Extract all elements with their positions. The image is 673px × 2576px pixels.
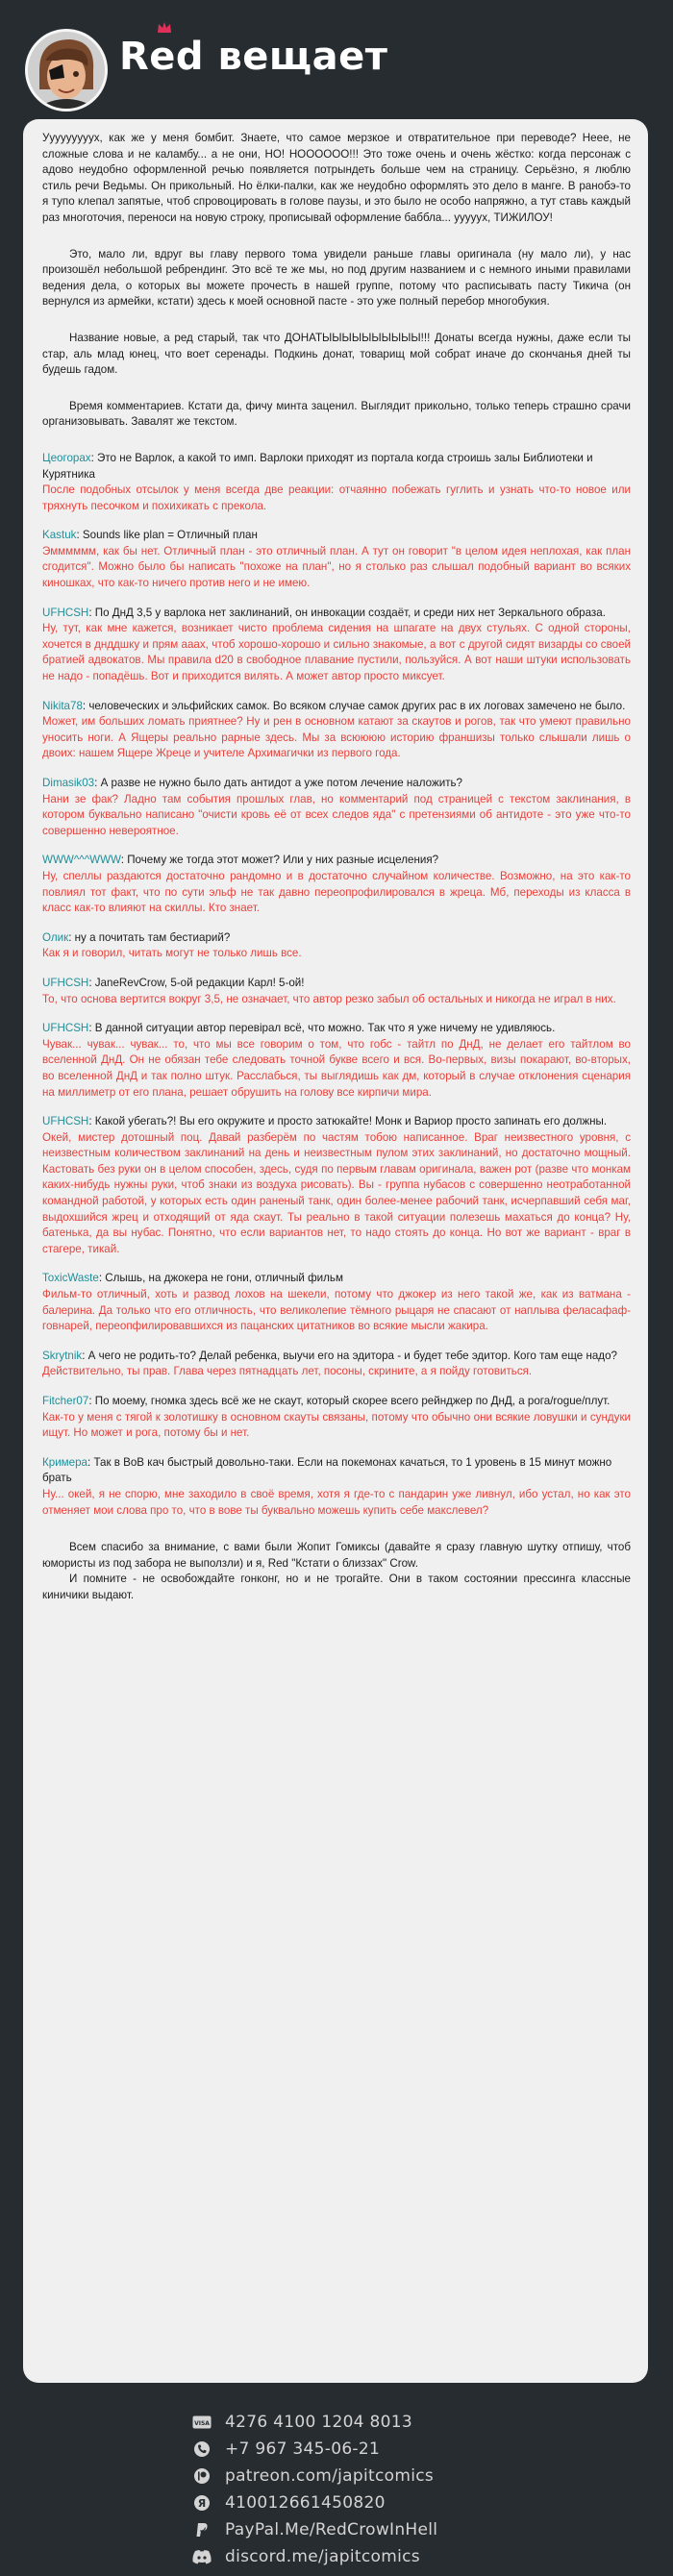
comment-block [42, 528, 631, 591]
outro-paragraph: И помните - не освобождайте гонконг, но и не трогайте. Они в таком состоянии прессинга классные киничики выдают. [42, 1573, 631, 1601]
comment-block [42, 1394, 631, 1442]
reply-text: После подобных отсылок у меня всегда две реакции: отчаянно побежать гуглить и узнать что-то новое или тряхнуть песочком и похихикать с прекола. [42, 483, 631, 512]
comment-question [42, 1271, 631, 1287]
post-content [42, 131, 631, 1604]
page-title: Red вещает [119, 35, 388, 79]
commenter-nickname: Fitcher07 [42, 1395, 89, 1407]
discord-icon [192, 2547, 212, 2566]
comment-block [42, 853, 631, 916]
avatar-portrait [28, 32, 105, 109]
comment-block [42, 451, 631, 514]
avatar [25, 29, 108, 111]
commenter-nickname: UFHCSH [42, 606, 89, 619]
comment-question [42, 1455, 631, 1487]
donation-footer [0, 2403, 673, 2576]
commenter-nickname: UFHCSH [42, 1115, 89, 1128]
question-text: : В данной ситуации автор перевірал всё, что можно. Так что я уже ничему не удивляюсь. [88, 1022, 556, 1035]
reply-text: Ну... окей, я не спорю, мне заходило в своё время, хотя я где-то с пандарин уже ливнул, ибо устал, но как это отменяет мои слова про то, что в вове ты буквально можешь купить себе макслевел? [42, 1487, 631, 1517]
reply-text: Как-то у меня с тягой к золотишку в основном скауты связаны, потому что обычно они всякие ловушки и сундуки ищут. Но может и рога, потому бы и нет. [42, 1410, 631, 1440]
reply-text: То, что основа вертится вокруг 3,5, не означает, что автор резко забыл об остальных и никогда не играл в них. [42, 992, 616, 1005]
question-text: : ну а почитать там бестиарий? [68, 930, 231, 944]
reply-text: Действительно, ты прав. Глава через пятнадцать лет, посоны, скрините, а я пойду готовиться. [42, 1365, 533, 1378]
comment-question [42, 1021, 631, 1037]
comment-block [42, 1271, 631, 1334]
reply-text: Ну, тут, как мне кажется, возникает чисто проблема сидения на шпагате на двух стульях. С одной стороны, хочется в днддшку и прям аааx, чтоб хорошо-хорошо и сильно знакомые, а вот с другой сидят визарды со своей братией адвокатов. Мы правила d20 в свободное плавание пустили, пользуйся. А вот наши штуки использовать не надо - попадёшь. Вот и приходится вилять. А может автор просто миксует. [42, 622, 631, 683]
comment-question [42, 699, 631, 715]
question-text: : человеческих и эльфийских самок. Во всяком случае самок других рас в их логовах замечено не было. [82, 699, 626, 712]
commenter-nickname: Skrytnik [42, 1349, 83, 1362]
commenter-nickname: UFHCSH [42, 976, 89, 989]
comment-block [42, 699, 631, 762]
question-text: : Sounds like plan = Отличный план [76, 529, 258, 542]
phone-number: +7 967 345-06-21 [225, 2440, 381, 2459]
paypal-icon [192, 2520, 212, 2539]
commenter-nickname: Dimasik03 [42, 777, 95, 789]
intro-paragraph: Время комментариев. Кстати да, фичу минта заценил. Выглядит прикольно, только теперь страшно срачи организовывать. Завалят же текстом. [42, 399, 631, 429]
question-text: : А разве не нужно было дать антидот а уже потом лечение наложить? [94, 777, 462, 789]
reply-text: Может, им больших ломать приятнее? Ну и рен в основном катают за скаутов и рогов, так что умеют правильно уносить ноги. А Ящеры реально рарные здесь. Мы за всюююю историю франшизы только слышали лишь о двоих: нашем Ящере Жреце и учителе Архимагички из первого года. [42, 715, 631, 760]
footer-item-patreon[interactable] [192, 2465, 434, 2488]
footer-item-wallet [192, 2491, 386, 2514]
comment-question [42, 1394, 631, 1410]
footer-item-paypal[interactable] [192, 2518, 437, 2541]
commenter-nickname: Kastuk [42, 529, 77, 542]
commenter-nickname: Олик [42, 930, 69, 944]
comment-block [42, 930, 631, 962]
footer-item-phone [192, 2438, 380, 2461]
intro-paragraph: Название новые, а ред старый, так что ДОНАТЫЫЫЫЫЫЫЫЫЫ!!! Донаты всегда нужны, даже если ты стар, аль млад юнец, что воет серенады. Подкинь донат, товарищ мой собрат иначе до скончанья дней ты будешь гадом. [42, 331, 631, 377]
wallet-number: 410012661450820 [225, 2493, 386, 2513]
question-text: : Это не Варлок, а какой то имп. Варлоки приходят из портала когда строишь залы Библиотеки и Курятника [42, 451, 593, 481]
commenter-nickname: UFHCSH [42, 1022, 89, 1035]
wallet-icon [192, 2493, 212, 2513]
comment-question [42, 1114, 631, 1130]
reply-text: Окей, мистер дотошный поц. Давай разберём по частям тобою написанное. Враг неизвестного уровня, с неизвестным количеством заклинаний на день и неизвестным пулом этих заклинаний, но достаточно мощный. Кастовать без руки он в целом способен, здесь, судя по первым главам оригинала, важен рот (разве что монкам какиx-нибудь нужны руки, чтоб знаки из воздуха рисовать). Вы - группа нубасов с совершенно неотработанной командной работой, у которых есть один раненый танк, один более-менее рабочий танк, исчерпавший себя маг, выдохшийся жрец и отходящий от яда скаут. Ты реально в такой ситуации полезешь махаться до конца? Ну, батенька, да вы нубас. Понятно, что если вариантов нет, то надо стоять до конца. Но вот же вариант - враг в стагере, тикай. [42, 1130, 631, 1255]
phone-icon [192, 2440, 212, 2459]
comment-block [42, 1114, 631, 1257]
commenter-nickname: Nikita78 [42, 699, 83, 712]
comment-question [42, 930, 631, 947]
comment-question [42, 976, 631, 992]
reply-text: Фильм-то отличный, хоть и развод лохов на шекели, потому что джокер из него такой же, как из ватмана - балерина. Да только что его отличность, что великолепие тёмного рыцаря не спасают от наплыва феласафаф-говнарей, переопфилировавшихся из пацанских цитатников во всякие мысли жакира. [42, 1288, 631, 1333]
reply-text: Нани зе фак? Ладно там события прошлых глав, но комментарий под страницей с текстом заклинания, в котором буквально написано "очисти кровь её от всех следов яда" с претензиями об антидоте - это уже что-то совершенно невероятное. [42, 792, 631, 837]
commenter-nickname: Цеогорах [42, 451, 91, 464]
intro-paragraph: Это, мало ли, вдруг вы главу первого тома увидели раньше главы оригинала (ну мало ли), у нас произошёл небольшой ребрендинг. Это всё те же мы, но под другим названием и с немного иными правилами ведения дела, о которых вы можете прочесть в нашей группе, потому что расписывать пасту Тикича (он вернулся из армейки, кстати) здесь к моей основной пасте - это уже полный перебор многобукия. [42, 247, 631, 309]
question-text: : А чего не родить-то? Делай ребенка, выучи его на эдитора - и будет тебе эдитор. Кого там еще надо? [82, 1349, 617, 1362]
outro-paragraph: Всем спасибо за внимание, с вами были Жопит Гомиксы (давайте я сразу главную шутку отпишу, чтоб юмористы из под забора не выползли) и я, Red "Кстати о близзах" Crow. [42, 1541, 631, 1570]
commenter-nickname: Кримера [42, 1455, 87, 1469]
question-text: : Слышь, на джокера не гони, отличный фильм [98, 1272, 343, 1285]
reply-text: Как я и говорил, читать могут не только лишь все. [42, 947, 302, 960]
question-text: : Какой убегать?! Вы его окружите и просто затюкайте! Монк и Вариор просто запинать его должны. [88, 1115, 608, 1128]
question-text: : JaneRevCrow, 5-ой редакции Карл! 5-ой! [88, 976, 305, 989]
comment-block [42, 1455, 631, 1519]
comment-question [42, 528, 631, 544]
header [0, 0, 673, 125]
paypal-link[interactable]: PayPal.Me/RedCrowInHell [225, 2520, 438, 2539]
reply-text: Эмммммм, как бы нет. Отличный план - это отличный план. А тут он говорит "в целом идея неплохая, как план сгодится". Можно было бы написать "похоже на план", но я столько раз слышал подобный вариант во всяких киношках, что как-то ничего против него и не имею. [42, 544, 631, 590]
comment-question [42, 606, 631, 622]
reply-text: Чувак... чувак... чувак... то, что мы все говорим о том, что гобс - тайтл по ДнД, не делает его тайтлом во вселенной ДнД. Он не обязан тебе следовать точной букве всего и вся. Во-первых, визы покарают, во-вторых, во вселенной ДнД и так полно штук. Расслабься, ты выглядишь как дм, который в случае отклонения сценария на миллиметр от его плана, решает обрушить на голову все кирпичи мира. [42, 1037, 631, 1099]
reply-text: Ну, спеллы раздаются достаточно рандомно и в достаточно случайном количестве. Возможно, на это как-то повлиял тот факт, что по сути эльф не так давно переопрофилировался в жреца. Мб, переходы из класса в класс как-то влияют на скиллы. Кто знает. [42, 869, 631, 915]
svg-text:VISA: VISA [194, 2420, 210, 2427]
question-text: : По ДнД 3,5 у варлока нет заклинаний, он инвокации создаёт, и среди них нет Зеркального образа. [88, 606, 606, 619]
comment-block [42, 776, 631, 839]
card-number: 4276 4100 1204 8013 [225, 2413, 412, 2432]
comment-block [42, 1021, 631, 1101]
commenter-nickname: ToxicWaste [42, 1272, 99, 1285]
intro-paragraph: Ууууууууух, как же у меня бомбит. Знаете, что самое мерзкое и отвратительное при переводе? Нееe, не сложные слова и не каламбу... а не они, НО! НООООOO!!! Это тоже очень и очень жёстко: когда персонаж с адово неудобно оформленной речью появляется потрындеть больше чем на страницу. Серьёзно, я люблю стиль речи Ведьмы. Он прикольный. Но ёлки-палки, как же неудобно оформлять это дело в манге. В ранобэ-то я тупо клепал запятые, чтоб спровоцировать в голове паузы, и это было не особо напряжно, а тут ставь каждый раз многоточия, переноси на новую строку, прописывай оформление баббла... ууууух, ТИЖИЛОУ! [42, 132, 631, 224]
patreon-link[interactable]: patreon.com/japitcomics [225, 2466, 435, 2486]
discord-link[interactable]: discord.me/japitcomics [225, 2547, 420, 2566]
question-text: : Так в ВоВ кач быстрый довольно-таки. Если на покемонах качаться, то 1 уровень в 15 минут можно брать [42, 1455, 612, 1485]
comment-question [42, 1349, 631, 1365]
commenter-nickname: WWW^^^WWW [42, 854, 121, 867]
comment-block [42, 1349, 631, 1380]
comment-block [42, 606, 631, 685]
patreon-icon [192, 2466, 212, 2486]
question-text: : Почему же тогда этот может? Или у них разные исцеления? [120, 854, 439, 867]
footer-item-discord[interactable] [192, 2545, 420, 2568]
footer-item-card [192, 2411, 412, 2434]
question-text: : По моему, гномка здесь всё же не скаут, который скорее всего рейнджер по ДнД, а рога/rogue/плут. [88, 1395, 611, 1407]
comment-question [42, 776, 631, 792]
comment-question [42, 451, 631, 483]
svg-text:Я: Я [197, 2497, 207, 2510]
comment-question [42, 853, 631, 869]
comment-block [42, 976, 631, 1007]
visa-card-icon [192, 2413, 212, 2432]
